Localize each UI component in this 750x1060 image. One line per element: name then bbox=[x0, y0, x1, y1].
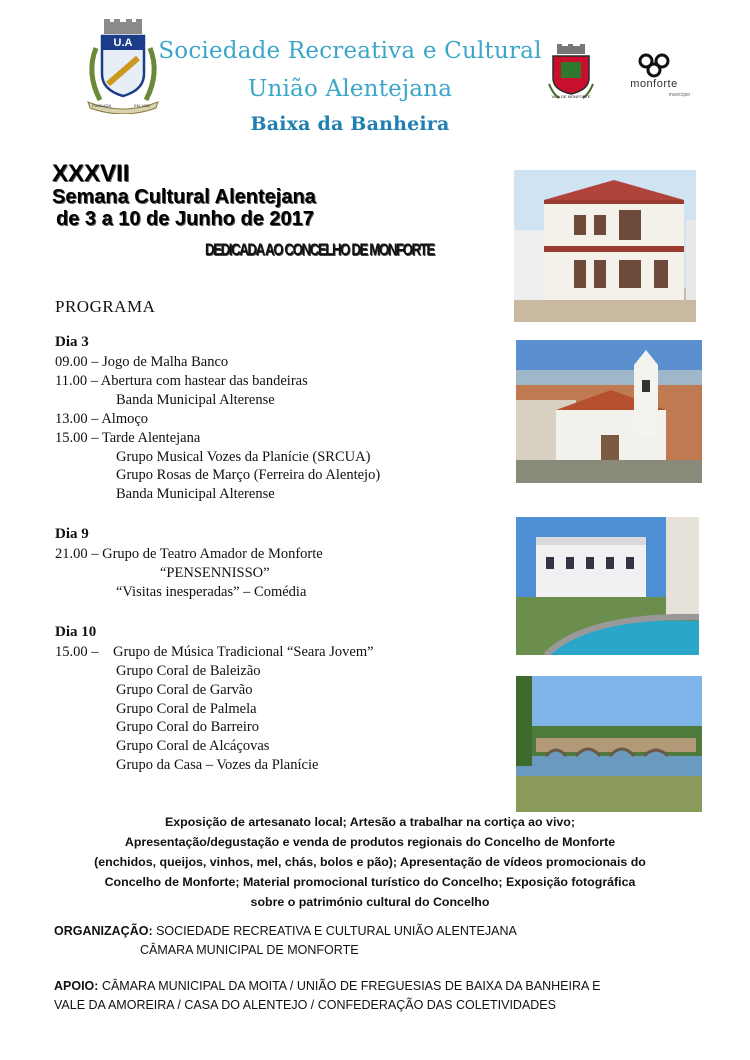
organization-line1: SOCIEDADE RECREATIVA E CULTURAL UNIÃO ALENTEJANA bbox=[156, 924, 517, 938]
notice-line-1: Exposição de artesanato local; Artesão a trabalhar na cortiça ao vivo; bbox=[165, 815, 575, 829]
day3-line-2: 11.00 – Abertura com hastear das bandeiras bbox=[55, 373, 308, 389]
monforte-crest-ribbon: VILA DE MONFORTE bbox=[551, 94, 591, 99]
day10-line-3: Grupo Coral de Garvão bbox=[116, 682, 253, 698]
notice-line-2: Apresentação/degustação e venda de produtos regionais do Concelho de Monforte bbox=[124, 835, 616, 849]
monforte-crest bbox=[545, 44, 597, 102]
org-location: Baixa da Banheira bbox=[250, 113, 450, 135]
crest-ribbon-right: EM 1962 bbox=[134, 103, 151, 108]
support-line1: CÂMARA MUNICIPAL DA MOITA / UNIÃO DE FREGUESIAS DE BAIXA DA BANHEIRA E bbox=[101, 979, 601, 993]
day10-line-5: Grupo Coral do Barreiro bbox=[116, 719, 259, 735]
day10-line-6: Grupo Coral de Alcáçovas bbox=[116, 738, 270, 754]
brand-mark-icon bbox=[618, 52, 690, 78]
day9-label: Dia 9 bbox=[55, 526, 89, 542]
program-heading: PROGRAMA bbox=[55, 297, 156, 316]
day10-line-2: Grupo Coral de Baleizão bbox=[116, 663, 261, 679]
day3-line-3: Banda Municipal Alterense bbox=[116, 392, 275, 408]
dedication: DEDICADA AO CONCELHO DE MONFORTE bbox=[205, 240, 434, 259]
notice-line-3: (enchidos, queijos, vinhos, mel, chás, bolos e pão); Apresentação de vídeos promocionais do bbox=[94, 855, 646, 869]
photo-roman-bridge bbox=[516, 676, 702, 812]
support-line2: VALE DA AMOREIRA / CASA DO ALENTEJO / CONFEDERAÇÃO DAS COLETIVIDADES bbox=[54, 998, 556, 1012]
day10-line-4: Grupo Coral de Palmela bbox=[116, 701, 257, 717]
support-block bbox=[54, 979, 600, 993]
event-name: Semana Cultural Alentejana bbox=[52, 186, 316, 208]
org-name-line2: União Alentejana bbox=[247, 76, 453, 102]
monforte-brand-logo bbox=[618, 52, 690, 102]
day3-line-7: Grupo Rosas de Março (Ferreira do Alentejo) bbox=[116, 467, 381, 483]
organization-block bbox=[54, 924, 517, 938]
brand-name: monforte bbox=[630, 78, 678, 90]
day9-line-1: 21.00 – Grupo de Teatro Amador de Monforte bbox=[55, 546, 323, 562]
photo-square-fountain bbox=[516, 517, 699, 655]
support-label: APOIO: bbox=[54, 979, 99, 993]
organization-line2: CÂMARA MUNICIPAL DE MONFORTE bbox=[140, 943, 359, 957]
day3-line-5: 15.00 – Tarde Alentejana bbox=[55, 430, 201, 446]
org-name-line1: Sociedade Recreativa e Cultural bbox=[158, 38, 542, 64]
day10-line-7: Grupo da Casa – Vozes da Planície bbox=[116, 757, 319, 773]
day3-line-4: 13.00 – Almoço bbox=[55, 411, 149, 427]
edition-number: XXXVII bbox=[52, 160, 130, 187]
photo-church bbox=[516, 340, 702, 483]
day10-line-1: Grupo de Música Tradicional “Seara Jovem” bbox=[113, 644, 374, 660]
day10-time: 15.00 – bbox=[55, 644, 99, 660]
notice-line-5: sobre o património cultural do Concelho bbox=[250, 895, 490, 909]
day9-line-2: “PENSENNISSO” bbox=[160, 565, 270, 581]
day10-label: Dia 10 bbox=[55, 624, 97, 640]
day3-line-8: Banda Municipal Alterense bbox=[116, 486, 275, 502]
day3-label: Dia 3 bbox=[55, 334, 89, 350]
brand-sub: município bbox=[668, 92, 690, 98]
organization-label: ORGANIZAÇÃO: bbox=[54, 924, 153, 938]
crest-initials: U.A bbox=[113, 37, 133, 49]
photo-townhall bbox=[514, 170, 696, 322]
day3-line-6: Grupo Musical Vozes da Planície (SRCUA) bbox=[116, 449, 371, 465]
event-dates: de 3 a 10 de Junho de 2017 bbox=[56, 208, 314, 230]
crest-ribbon-left: FUNDADA bbox=[92, 103, 112, 108]
exhibition-notice bbox=[55, 812, 685, 912]
day9-line-3: “Visitas inesperadas” – Comédia bbox=[116, 584, 307, 600]
day3-line-1: 09.00 – Jogo de Malha Banco bbox=[55, 354, 229, 370]
notice-line-4: Concelho de Monforte; Material promocional turístico do Concelho; Exposição fotográfica bbox=[104, 875, 636, 889]
